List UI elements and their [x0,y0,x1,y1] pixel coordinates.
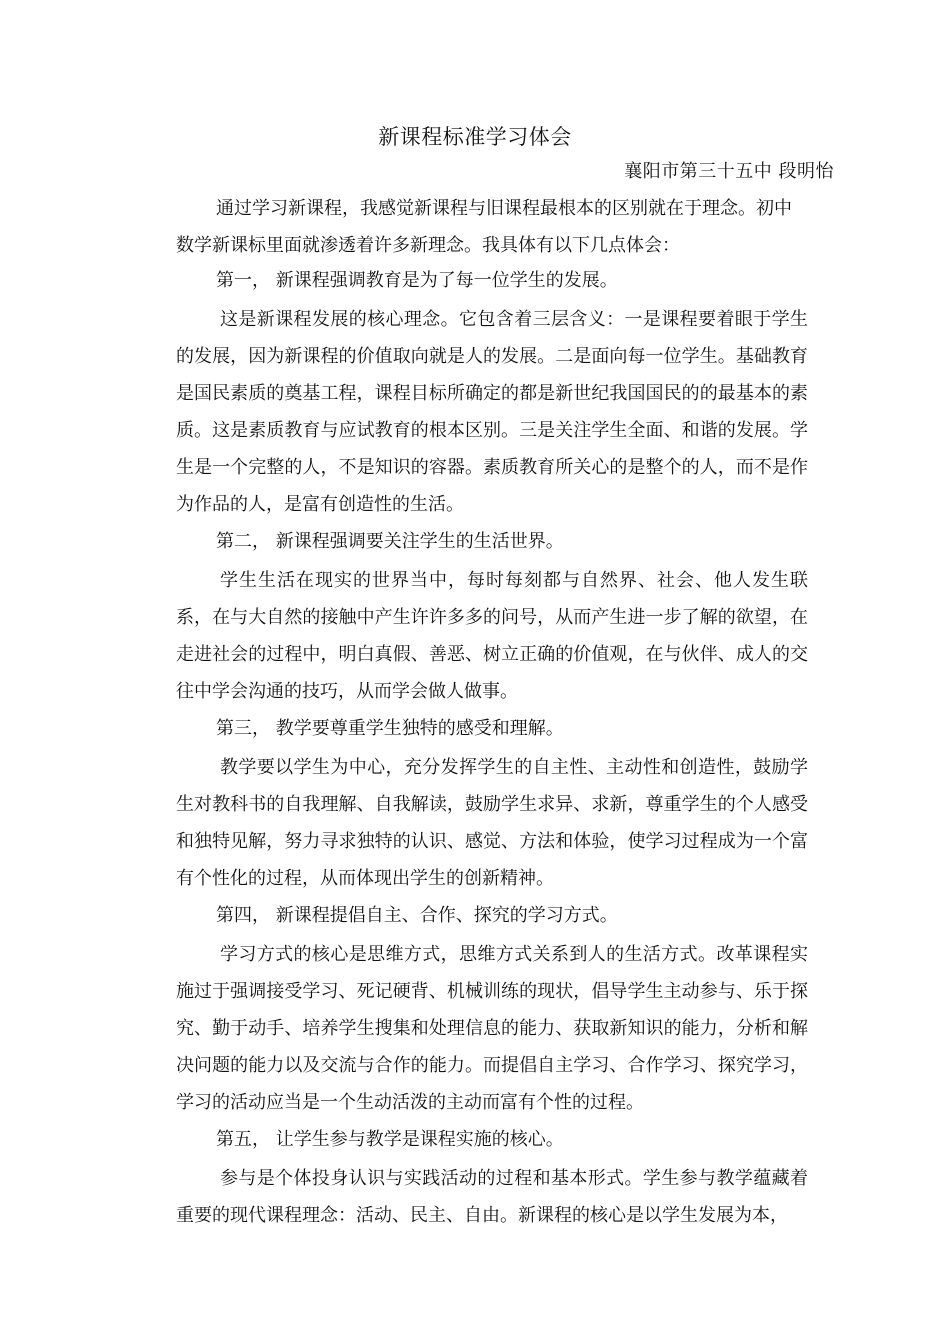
section-5-heading: 第五， 让学生参与教学是课程实施的核心。 [216,1129,564,1150]
section-4-paragraph: 学习方式的核心是思维方式，思维方式关系到人的生活方式。改革课程实施过于强调接受学习、死记硬背、机械训练的现状，倡导学生主动参与、乐于探究、勤于动手、培养学生搜集和处理信息的能力、获取新知识的能力，分析和解决问题的能力以及交流与合作的能力。而提倡自主学习、合作学习、探究学习，学习的活动应当是一个生动活泼的主动而富有个性的过程。 [176,944,808,1113]
section-2-heading: 第二， 新课程强调要关注学生的生活世界。 [216,531,564,552]
section-5-paragraph: 参与是个体投身认识与实践活动的过程和基本形式。学生参与教学蕴藏着重要的现代课程理念：活动、民主、自由。新课程的核心是以学生发展为本， [176,1168,808,1226]
author-line: 襄阳市第三十五中 段明怡 [624,161,834,182]
section-2-paragraph: 学生生活在现实的世界当中，每时每刻都与自然界、社会、他人发生联系，在与大自然的接触中产生许许多多的问号，从而产生进一步了解的欲望，在走进社会的过程中，明白真假、善恶、树立正确的价值观，在与伙伴、成人的交往中学会沟通的技巧，从而学会做人做事。 [176,570,808,702]
document-body [176,190,808,1234]
intro-paragraph: 通过学习新课程，我感觉新课程与旧课程最根本的区别就在于理念。初中数学新课标里面就渗透着许多新理念。我具体有以下几点体会： [176,198,792,256]
section-3-paragraph: 教学要以学生为中心，充分发挥学生的自主性、主动性和创造性，鼓励学生对教科书的自我理解、自我解读，鼓励学生求异、求新，尊重学生的个人感受和独特见解，努力寻求独特的认识、感觉、方法和体验，使学习过程成为一个富有个性化的过程，从而体现出学生的创新精神。 [176,757,808,889]
section-4-heading: 第四， 新课程提倡自主、合作、探究的学习方式。 [216,905,618,926]
section-3-heading: 第三， 教学要尊重学生独特的感受和理解。 [216,718,564,739]
section-1-paragraph: 这是新课程发展的核心理念。它包含着三层含义：一是课程要着眼于学生的发展，因为新课程的价值取向就是人的发展。二是面向每一位学生。基础教育是国民素质的奠基工程，课程目标所确定的都是新世纪我国国民的的最基本的素质。这是素质教育与应试教育的根本区别。三是关注学生全面、和谐的发展。学生是一个完整的人，不是知识的容器。素质教育所关心的是整个的人，而不是作为作品的人，是富有创造性的生活。 [176,309,808,515]
section-1-heading: 第一， 新课程强调教育是为了每一位学生的发展。 [216,270,618,291]
document-title: 新课程标准学习体会 [378,125,572,149]
